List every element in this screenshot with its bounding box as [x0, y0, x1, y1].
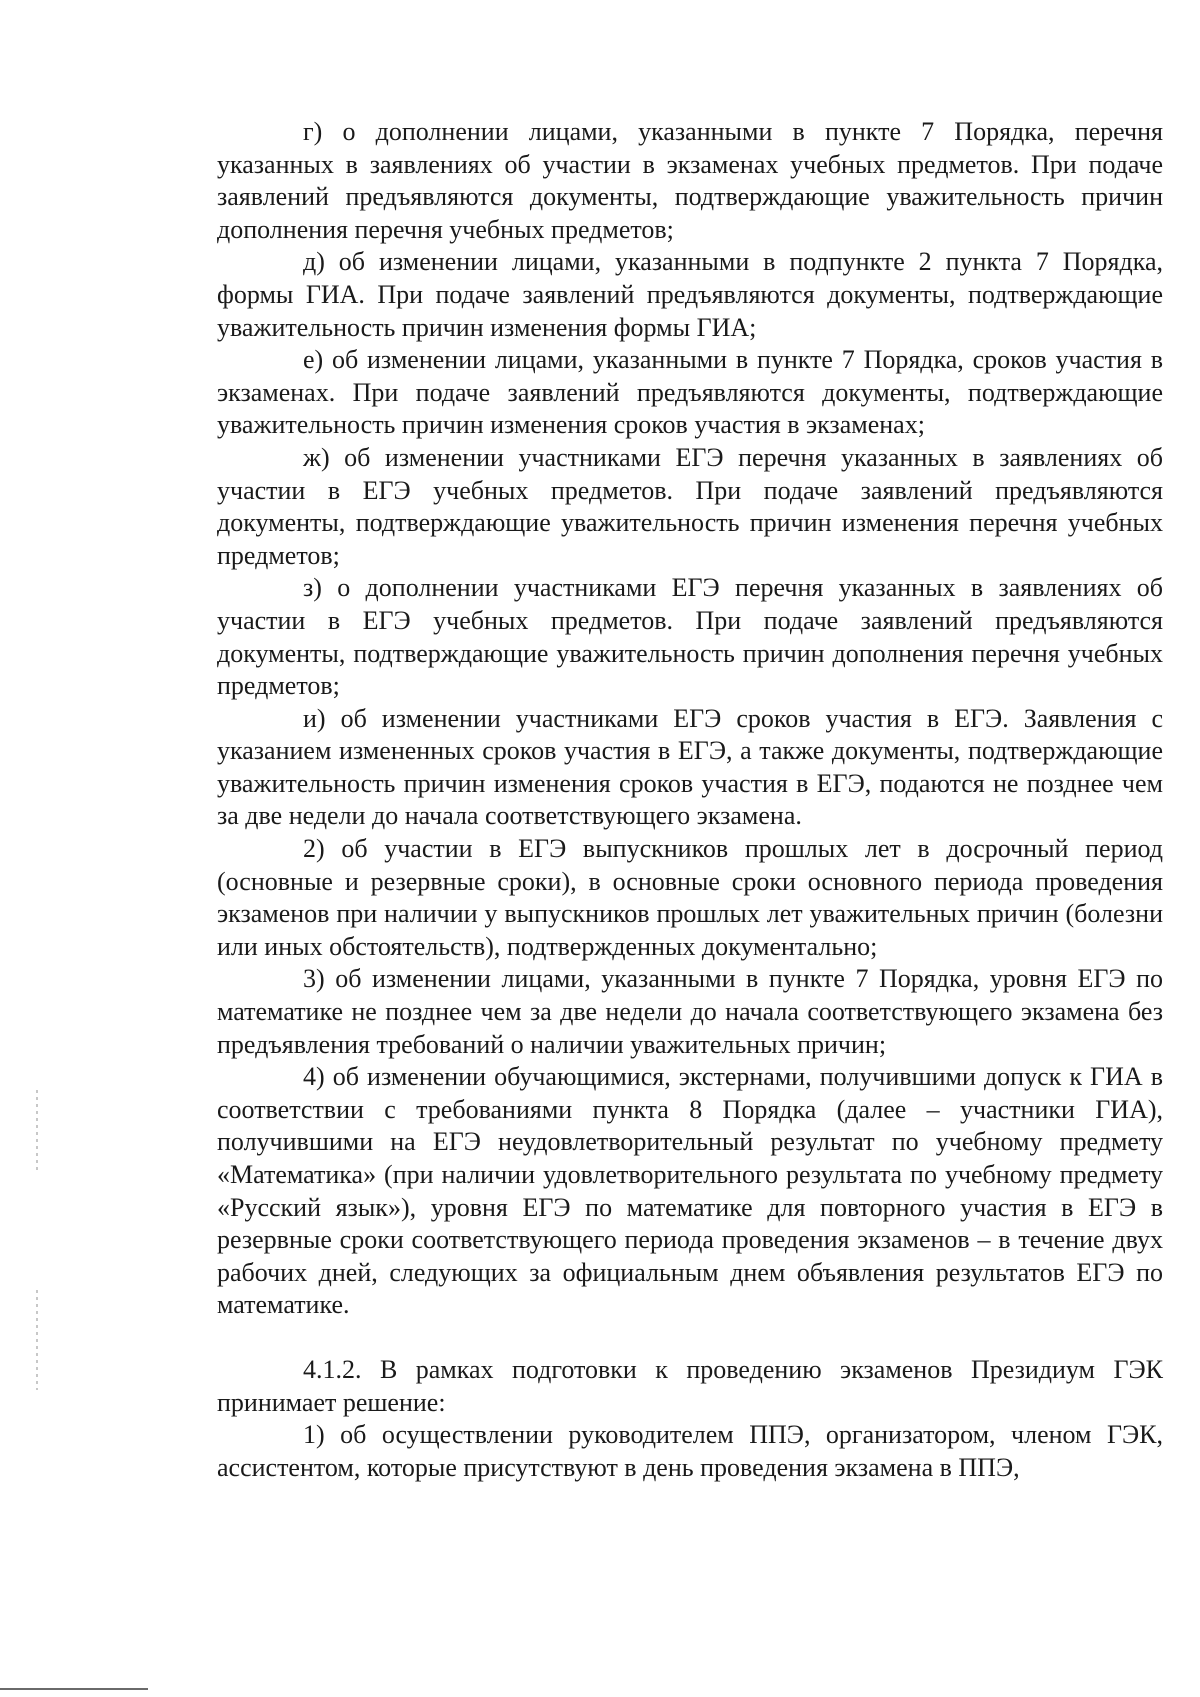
scan-edge-mark: [36, 1090, 38, 1170]
scan-edge-mark: [36, 1290, 38, 1390]
footnote-rule: [0, 1688, 148, 1690]
paragraph-item-2: 2) об участии в ЕГЭ выпускников прошлых лет в досрочный период (основные и резервные сроки), в основные сроки основного периода проведения экзаменов при наличии у выпускников прошлых лет уважительных причин (болезни или иных обстоятельств), подтвержденных документально;: [217, 834, 1163, 961]
document-body: [217, 116, 1163, 1484]
paragraph-d: д) об изменении лицами, указанными в подпункте 2 пункта 7 Порядка, формы ГИА. При подаче заявлений предъявляются документы, подтверждающие уважительность причин изменения формы ГИА;: [217, 247, 1163, 342]
paragraph-item-3: 3) об изменении лицами, указанными в пункте 7 Порядка, уровня ЕГЭ по математике не позднее чем за две недели до начала соответствующего экзамена без предъявления требований о наличии уважительных причин;: [217, 964, 1163, 1059]
paragraph-zh: ж) об изменении участниками ЕГЭ перечня указанных в заявлениях об участии в ЕГЭ учебных предметов. При подаче заявлений предъявляются документы, подтверждающие уважительность причин изменения перечня учебных предметов;: [217, 442, 1163, 570]
paragraph-decision-item-1: 1) об осуществлении руководителем ППЭ, организатором, членом ГЭК, ассистентом, которые присутствуют в день проведения экзамена в ППЭ,: [217, 1420, 1163, 1482]
section-4-1-2-heading: 4.1.2. В рамках подготовки к проведению экзаменов Президиум ГЭК принимает решение:: [217, 1354, 1163, 1417]
paragraph-e: е) об изменении лицами, указанными в пункте 7 Порядка, сроков участия в экзаменах. При подаче заявлений предъявляются документы, подтверждающие уважительность причин изменения сроков участия в экзаменах;: [217, 345, 1163, 440]
paragraph-g: г) о дополнении лицами, указанными в пункте 7 Порядка, перечня указанных в заявлениях об участии в экзаменах учебных предметов. При подаче заявлений предъявляются документы, подтверждающие уважительность причин дополнения перечня учебных предметов;: [217, 117, 1163, 244]
paragraph-z: з) о дополнении участниками ЕГЭ перечня указанных в заявлениях об участии в ЕГЭ учебных предметов. При подаче заявлений предъявляются документы, подтверждающие уважительность причин дополнения перечня учебных предметов;: [217, 573, 1163, 701]
paragraph-i: и) об изменении участниками ЕГЭ сроков участия в ЕГЭ. Заявления с указанием измененных сроков участия в ЕГЭ, а также документы, подтверждающие уважительность причин изменения сроков участия в ЕГЭ, подаются не позднее чем за две недели до начала соответствующего экзамена.: [217, 703, 1163, 831]
paragraph-item-4: 4) об изменении обучающимися, экстернами, получившими допуск к ГИА в соответствии с требованиями пункта 8 Порядка (далее – участники ГИА), получившими на ЕГЭ неудовлетворительный результат по учебному предмету «Математика» (при наличии удовлетворительного результата по учебному предмету «Русский язык»), уровня ЕГЭ по математике для повторного участия в ЕГЭ в резервные сроки соответствующего периода проведения экзаменов – в течение двух рабочих дней, следующих за официальным днем объявления результатов ЕГЭ по математике.: [217, 1062, 1163, 1320]
